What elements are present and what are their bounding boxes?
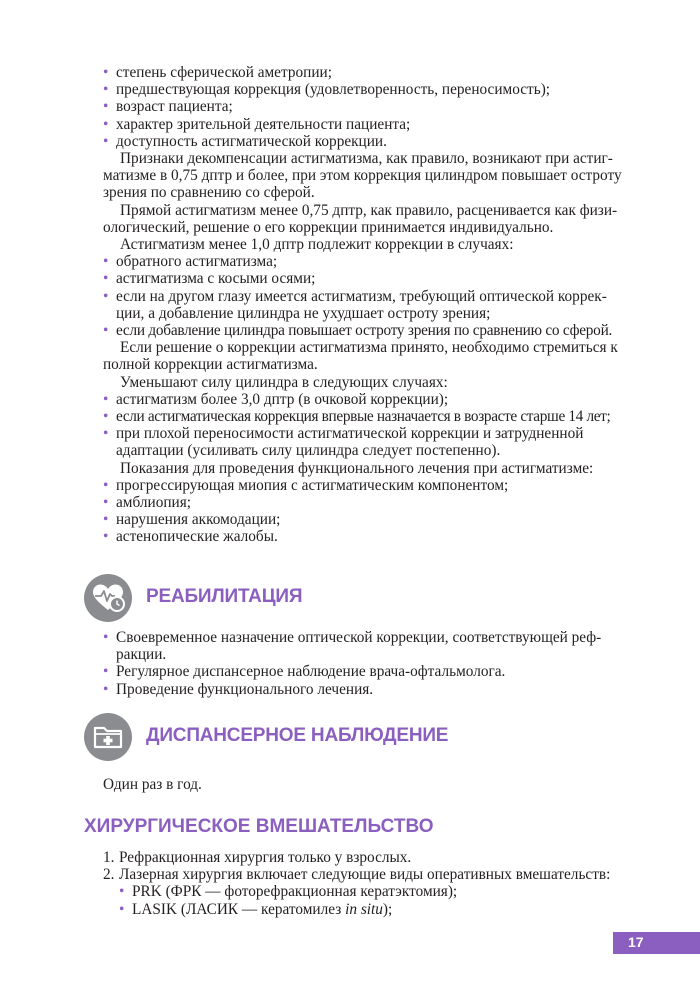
main-text-block — [103, 64, 645, 546]
rehabilitation-list — [103, 629, 645, 698]
list-item: • амблиопия; — [103, 494, 645, 511]
section-dispensary-header — [84, 713, 449, 761]
page-number-badge — [613, 932, 700, 954]
list-item: • Регулярное диспансерное наблюдение врача-офтальмолога. — [103, 663, 645, 680]
list-item — [103, 866, 645, 883]
list-item — [103, 288, 645, 322]
list-item — [103, 425, 645, 459]
heartbeat-clock-icon — [84, 574, 132, 622]
text-line: Прямой астигматизм менее 0,75 дптр, как правило, расценивается как физи- — [120, 201, 618, 219]
section-rehabilitation-header — [84, 574, 384, 622]
list-item — [103, 629, 645, 663]
list-item: • степень сферической аметропии; — [103, 64, 645, 81]
list-item: • астенопические жалобы. — [103, 528, 645, 545]
text-line: полной коррекции астигматизма. — [103, 356, 318, 374]
paragraph-decompensation — [103, 150, 645, 202]
list-item: • астигматизм более 3,0 дптр (в очковой коррекции); — [103, 391, 645, 408]
list-item: • Проведение функционального лечения. — [103, 681, 645, 698]
text-line: ции, а добавление цилиндра не ухудшает остроту зрения; — [116, 304, 491, 322]
italic-term: in situ — [345, 900, 383, 918]
sub-list-item: • PRK (ФРК — фоторефракционная кератэктомия); — [103, 883, 645, 900]
list-item: • доступность астигматической коррекции. — [103, 133, 645, 150]
section-title: ДИСПАНСЕРНОЕ НАБЛЮДЕНИЕ — [146, 725, 449, 746]
text-run: LASIK (ЛАСИК — кератомилез — [132, 900, 346, 918]
paragraph-correction-cases: Астигматизм менее 1,0 дптр подлежит коррекции в случаях: — [120, 236, 514, 254]
list-item: • если добавление цилиндра повышает остроту зрения по сравнению со сферой. — [103, 322, 645, 339]
list-text: Рефракционная хирургия только у взрослых. — [119, 849, 412, 866]
text-line: Признаки декомпенсации астигматизма, как правило, возникают при астиг- — [120, 150, 613, 168]
sub-list-item — [103, 901, 645, 918]
list-item: • астигматизма с косыми осями; — [103, 270, 645, 287]
list-item: • обратного астигматизма; — [103, 253, 645, 270]
list-item: • если астигматическая коррекция впервые назначается в возрасте старше 14 лет; — [103, 408, 645, 425]
list-item: • возраст пациента; — [103, 98, 645, 115]
text-line: • Своевременное назначение оптической коррекции, соответствующей реф- — [116, 629, 602, 646]
list-number: 1. — [103, 849, 115, 866]
page-number: 17 — [628, 934, 644, 950]
text-line: ракции. — [116, 646, 167, 664]
section-surgery-title: ХИРУРГИЧЕСКОЕ ВМЕШАТЕЛЬСТВО — [84, 816, 434, 837]
list-item: • предшествующая коррекция (удовлетворенность, переносимость); — [103, 81, 645, 98]
text-line: зрения по сравнению со сферой. — [103, 184, 315, 202]
section-title: РЕАБИЛИТАЦИЯ — [146, 586, 303, 607]
medical-folder-icon — [84, 713, 132, 761]
text-line: адаптации (усиливать силу цилиндра следует постепенно). — [116, 442, 501, 460]
list-item: • нарушения аккомодации; — [103, 511, 645, 528]
paragraph-reduce-cylinder: Уменьшают силу цилиндра в следующих случаях: — [120, 373, 448, 391]
dispensary-text: Один раз в год. — [103, 776, 202, 793]
paragraph-indications: Показания для проведения функционального лечения при астигматизме: — [120, 459, 594, 477]
text-line: ологический, решение о его коррекции принимается индивидуально. — [103, 218, 554, 236]
text-run: ); — [382, 900, 393, 918]
text-line: матизме в 0,75 дптр и более, при этом коррекция цилиндром повышает остроту — [103, 167, 622, 185]
text-line: • при плохой переносимости астигматической коррекции и затрудненной — [116, 425, 584, 443]
list-item: • прогрессирующая миопия с астигматическим компонентом; — [103, 477, 645, 494]
paragraph-full-correction — [103, 339, 645, 373]
list-text: Лазерная хирургия включает следующие виды оперативных вмешательств: — [119, 866, 611, 884]
text-line: Если решение о коррекции астигматизма принято, необходимо стремиться к — [120, 339, 618, 357]
list-item — [103, 849, 645, 866]
text-line: • если на другом глазу имеется астигматизм, требующий оптической коррек- — [116, 287, 607, 305]
paragraph-direct-astigmatism — [103, 202, 645, 236]
list-item: • характер зрительной деятельности пациента; — [103, 116, 645, 133]
list-number: 2. — [103, 866, 115, 884]
surgery-list — [103, 849, 645, 918]
